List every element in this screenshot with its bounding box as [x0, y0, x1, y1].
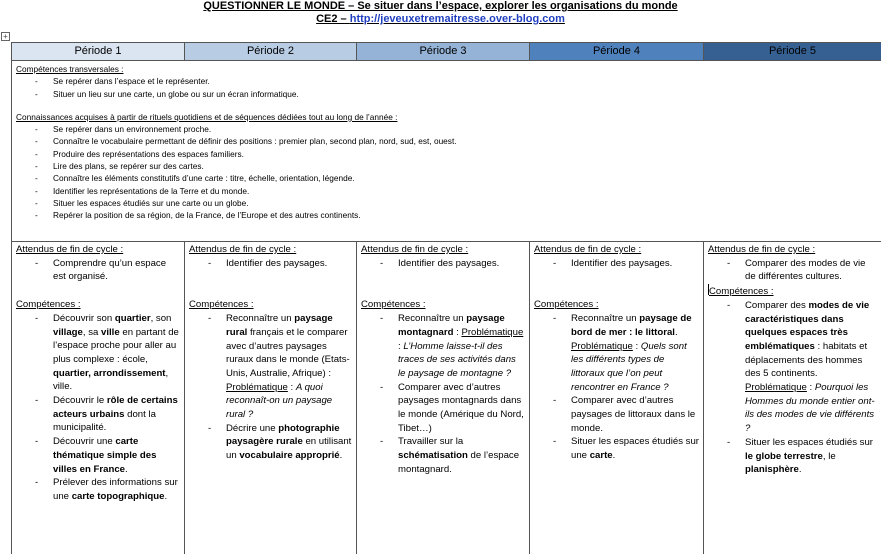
title-main: QUESTIONNER LE MONDE – Se situer dans l’espace, explorer les organisations du monde	[203, 0, 678, 12]
attendu-item: - Identifier des paysages.	[189, 257, 352, 271]
list-item: - Produire des représentations des espaces familiers.	[16, 148, 877, 160]
attendus-label: Attendus de fin de cycle :	[16, 244, 124, 255]
header-periode-5: Période 5	[704, 43, 881, 61]
list-item: - Identifier les représentations de la Terre et du monde.	[16, 185, 877, 197]
list-item: - Reconnaître un paysage montagnard : Problématique : L’Homme laisse-t-il des traces de ses activités dans le paysage de montagne ?	[361, 312, 525, 381]
attendu-item: - Identifier des paysages.	[361, 257, 525, 271]
list-item: - Décrire une photographie paysagère rurale en utilisant un vocabulaire approprié.	[189, 422, 352, 463]
table-move-handle-icon[interactable]: +	[1, 32, 10, 41]
competences-list	[534, 312, 699, 463]
competences-list	[361, 312, 525, 476]
attendu-item: - Comparer des modes de vie de différentes cultures.	[708, 257, 877, 284]
transversal-heading: Compétences transversales :	[16, 64, 124, 74]
header-periode-1: Période 1	[12, 43, 185, 61]
list-item: - Se repérer dans l’espace et le représenter.	[16, 75, 877, 87]
shared-competences-row	[12, 61, 881, 242]
knowledge-list	[16, 123, 877, 221]
list-item: - Situer les espaces étudiés sur une carte ou un globe.	[16, 197, 877, 209]
competences-label: Compétences :	[534, 299, 599, 311]
competences-label: Compétences :	[709, 286, 774, 298]
list-item: - Comparer avec d’autres paysages de littoraux dans le monde.	[534, 394, 699, 435]
header-periode-3: Période 3	[357, 43, 530, 61]
column-periode-5	[704, 242, 881, 554]
list-item: - Situer un lieu sur une carte, un globe ou sur un écran informatique.	[16, 88, 877, 100]
blog-link[interactable]: http://jeveuxetremaitresse.over-blog.com	[349, 13, 565, 25]
competences-list	[189, 312, 352, 463]
list-item: - Repérer la position de sa région, de la France, de l’Europe et des autres continents.	[16, 209, 877, 221]
curriculum-table	[11, 42, 881, 554]
column-periode-4	[530, 242, 704, 554]
list-item: - Situer les espaces étudiés sur le globe terrestre, le planisphère.	[708, 436, 877, 477]
list-item: - Connaître le vocabulaire permettant de définir des positions : premier plan, second plan, nord, sud, est, ouest.	[16, 135, 877, 147]
list-item: - Découvrir son quartier, son village, sa ville en partant de l’espace proche pour aller au plus complexe : école, quartier, arrondissement, ville.	[16, 312, 180, 394]
competences-label: Compétences :	[16, 299, 81, 311]
attendus-label: Attendus de fin de cycle :	[708, 244, 816, 255]
list-item: - Découvrir une carte thématique simple des villes en France.	[16, 435, 180, 476]
column-periode-1	[12, 242, 185, 554]
competences-label: Compétences :	[189, 299, 254, 311]
list-item: - Travailler sur la schématisation de l’espace montagnard.	[361, 435, 525, 476]
list-item: - Reconnaître un paysage de bord de mer : le littoral. Problématique : Quels sont les différents types de littoraux que l’on peut rencontrer en France ?	[534, 312, 699, 394]
competences-list	[708, 299, 877, 477]
list-item: - Découvrir le rôle de certains acteurs urbains dont la municipalité.	[16, 394, 180, 435]
list-item: - Lire des plans, se repérer sur des cartes.	[16, 160, 877, 172]
competences-list	[16, 312, 180, 504]
list-item: - Situer les espaces étudiés sur une carte.	[534, 435, 699, 462]
list-item: - Se repérer dans un environnement proche.	[16, 123, 877, 135]
competences-label: Compétences :	[361, 299, 426, 311]
document-title	[0, 0, 881, 26]
attendus-label: Attendus de fin de cycle :	[361, 244, 469, 255]
header-periode-2: Période 2	[185, 43, 357, 61]
list-item: - Connaître les éléments constitutifs d’une carte : titre, échelle, orientation, légende.	[16, 172, 877, 184]
header-periode-4: Période 4	[530, 43, 704, 61]
list-item: - Comparer avec d’autres paysages montagnards dans le monde (Amérique du Nord, Tibet…)	[361, 381, 525, 436]
attendu-item: - Identifier des paysages.	[534, 257, 699, 271]
column-periode-3	[357, 242, 530, 554]
title-subline	[0, 13, 881, 26]
list-item: - Comparer des modes de vie caractéristiques dans quelques espaces très emblématiques : habitats et déplacements des hommes des 5 continents. Problématique : Pourquoi les Hommes du monde entier ont-ils des modes de vie différents ?	[708, 299, 877, 436]
transversal-list	[16, 75, 877, 100]
attendu-item: - Comprendre qu’un espace est organisé.	[16, 257, 180, 284]
column-periode-2	[185, 242, 357, 554]
attendus-label: Attendus de fin de cycle :	[534, 244, 642, 255]
knowledge-heading: Connaissances acquises à partir de rituels quotidiens et de séquences dédiées tout au long de l’année :	[16, 111, 398, 122]
list-item: - Reconnaître un paysage rural français et le comparer avec d’autres paysages ruraux dans le monde (Etats-Unis, Australie, Afrique) : Problématique : A quoi reconnaît-on un paysage rural ?	[189, 312, 352, 422]
list-item: - Prélever des informations sur une carte topographique.	[16, 476, 180, 503]
attendus-label: Attendus de fin de cycle :	[189, 244, 297, 255]
title-level: CE2 –	[316, 13, 350, 25]
